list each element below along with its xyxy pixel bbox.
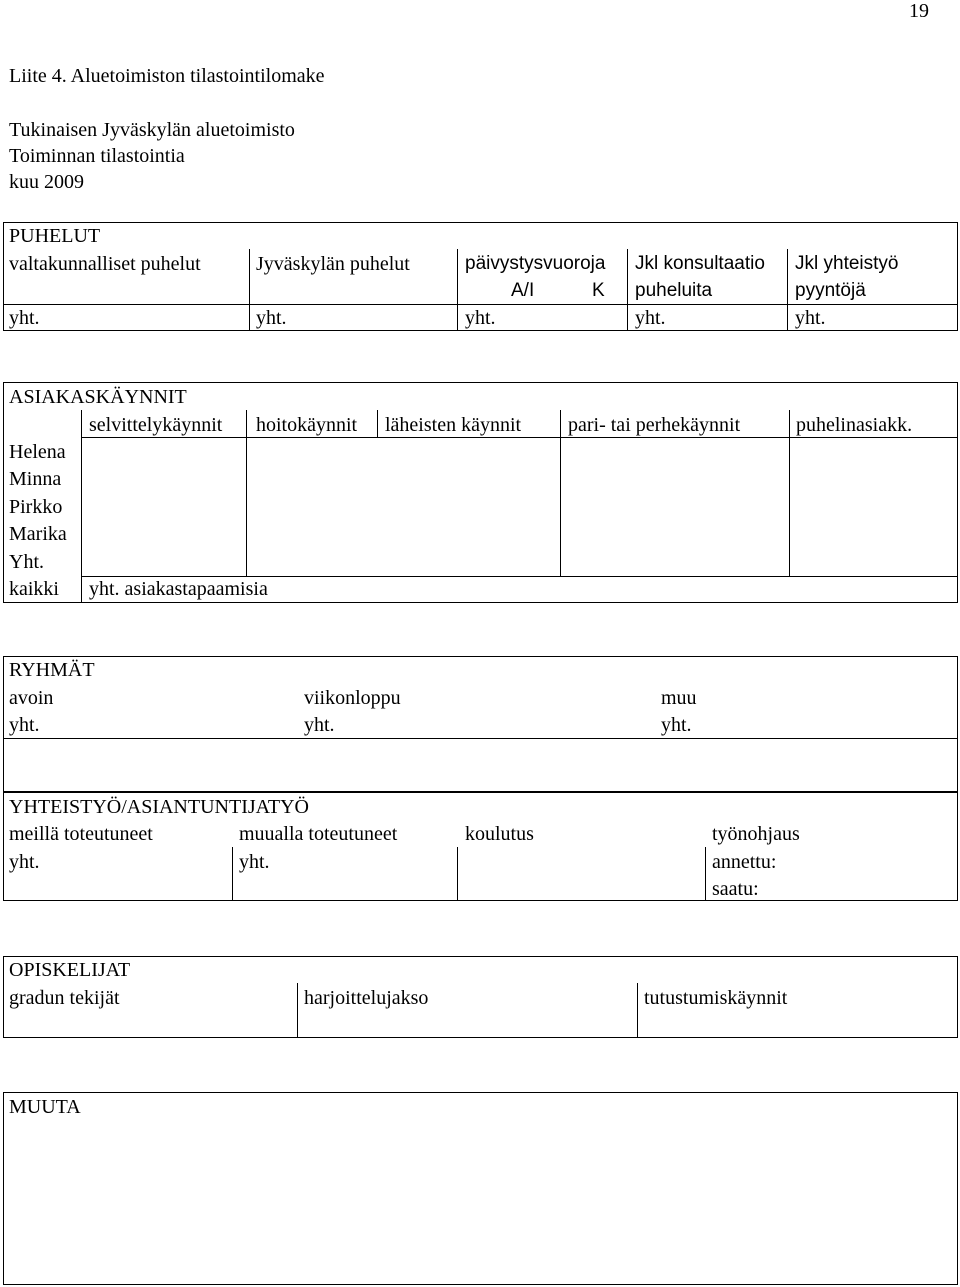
col-supervision: työnohjaus xyxy=(712,823,800,845)
groups-box xyxy=(3,656,958,792)
row-marika: Marika xyxy=(9,523,67,545)
realized-elsewhere-total[interactable]: yht. xyxy=(239,851,270,873)
cooperation-requests-total[interactable]: yht. xyxy=(795,307,826,329)
consultation-calls-total[interactable]: yht. xyxy=(635,307,666,329)
cooperation-heading: YHTEISTYÖ/ASIANTUNTIJATYÖ xyxy=(9,796,309,818)
col-open-groups: avoin xyxy=(9,687,54,709)
col-realized-here: meillä toteutuneet xyxy=(9,823,153,845)
col-realized-elsewhere: muualla toteutuneet xyxy=(239,823,398,845)
document-subtitle: Toiminnan tilastointia xyxy=(9,145,185,167)
col-other-groups: muu xyxy=(661,687,697,709)
jyvaskyla-calls-total[interactable]: yht. xyxy=(256,307,287,329)
duty-shifts-k-label: K xyxy=(592,280,605,301)
page-number: 19 xyxy=(909,0,929,22)
other-groups-total[interactable]: yht. xyxy=(661,714,692,736)
col-treatment-visits: hoitokäynnit xyxy=(256,414,358,436)
students-heading: OPISKELIJAT xyxy=(9,959,131,981)
supervision-received[interactable]: saatu: xyxy=(712,878,759,900)
national-calls-total[interactable]: yht. xyxy=(9,307,40,329)
col-relatives-visits: läheisten käynnit xyxy=(385,414,522,436)
cooperation-requests-label: Jkl yhteistyö xyxy=(795,253,899,274)
national-calls-label: valtakunnalliset puhelut xyxy=(9,253,201,275)
col-phone-clients: puhelinasiakk. xyxy=(796,414,913,436)
weekend-groups-total[interactable]: yht. xyxy=(304,714,335,736)
row-minna: Minna xyxy=(9,468,62,490)
cooperation-requests-label-2: pyyntöjä xyxy=(795,280,866,301)
consultation-calls-label-2: puheluita xyxy=(635,280,713,301)
col-thesis-writers: gradun tekijät xyxy=(9,987,120,1009)
open-groups-total[interactable]: yht. xyxy=(9,714,40,736)
duty-shifts-total[interactable]: yht. xyxy=(465,307,496,329)
document-title: Liite 4. Aluetoimiston tilastointilomake xyxy=(9,65,325,87)
col-weekend-groups: viikonloppu xyxy=(304,687,401,709)
col-internship: harjoittelujakso xyxy=(304,987,429,1009)
row-all-label: kaikki xyxy=(9,578,59,600)
realized-here-total[interactable]: yht. xyxy=(9,851,40,873)
phones-heading: PUHELUT xyxy=(9,225,101,247)
row-helena: Helena xyxy=(9,441,66,463)
visits-heading: ASIAKASKÄYNNIT xyxy=(9,386,187,408)
month-field: kuu 2009 xyxy=(9,171,84,193)
duty-shifts-label: päivystysvuoroja xyxy=(465,253,606,274)
supervision-given[interactable]: annettu: xyxy=(712,851,777,873)
duty-shifts-ai-label: A/I xyxy=(511,280,535,301)
col-training: koulutus xyxy=(465,823,534,845)
consultation-calls-label: Jkl konsultaatio xyxy=(635,253,765,274)
office-name: Tukinaisen Jyväskylän aluetoimisto xyxy=(9,119,295,141)
jyvaskyla-calls-label: Jyväskylän puhelut xyxy=(256,253,410,275)
students-box xyxy=(3,956,958,1038)
total-client-meetings[interactable]: yht. asiakastapaamisia xyxy=(89,578,268,600)
other-box[interactable] xyxy=(3,1092,958,1285)
col-orientation-visits: tutustumiskäynnit xyxy=(644,987,788,1009)
other-heading: MUUTA xyxy=(9,1096,81,1118)
col-couple-family-visits: pari- tai perhekäynnit xyxy=(568,414,741,436)
col-clarification-visits: selvittelykäynnit xyxy=(89,414,223,436)
row-pirkko: Pirkko xyxy=(9,496,63,518)
groups-heading: RYHMÄT xyxy=(9,659,95,681)
row-total: Yht. xyxy=(9,551,44,573)
